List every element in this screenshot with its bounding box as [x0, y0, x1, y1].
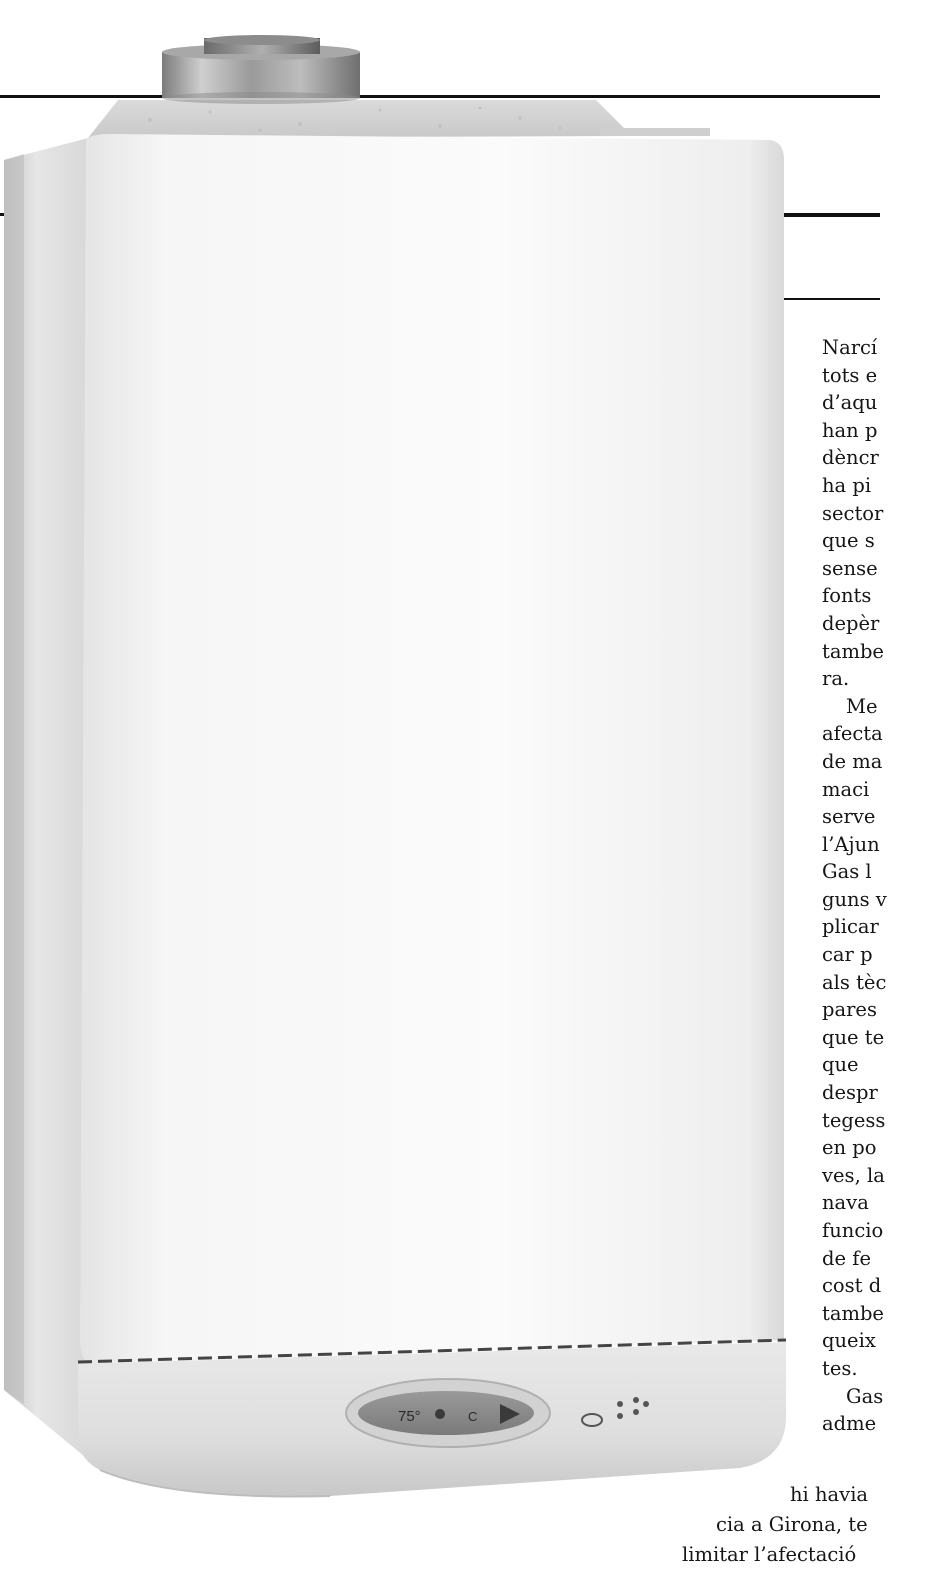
article-line: l’Ajun [822, 832, 880, 856]
indicator-light [643, 1401, 649, 1407]
article-line: d’aqu [822, 391, 878, 415]
article-line: car p [822, 943, 873, 967]
article-line: en po [822, 1136, 877, 1160]
article-line: adme [822, 1412, 877, 1436]
indicator-light [633, 1397, 639, 1403]
article-line: cost d [822, 1274, 882, 1298]
article-line: han p [822, 418, 878, 442]
article-line: tes. [822, 1356, 858, 1380]
article-line: limitar l’afectació [682, 1543, 857, 1566]
article-line: serve [822, 805, 876, 829]
display-unit: C [468, 1409, 478, 1424]
article-line: Gas [846, 1384, 884, 1408]
indicator-light [617, 1413, 623, 1419]
article-line: de fe [822, 1246, 871, 1270]
article-line: Gas l [822, 860, 872, 884]
article-line: pares [822, 998, 877, 1022]
flame-icon [435, 1409, 445, 1419]
article-line: ves, la [822, 1163, 885, 1187]
article-line: cia a Girona, te [716, 1513, 868, 1536]
article-line: depèr [822, 611, 880, 635]
article-line: fonts [822, 584, 872, 608]
article-line: tambe [822, 639, 884, 663]
article-line: despr [822, 1081, 878, 1105]
article-line: nava [822, 1191, 869, 1215]
article-line: tots e [822, 363, 878, 387]
article-line: plicar [822, 915, 879, 939]
article-line: tegess [822, 1108, 886, 1132]
article-column [822, 334, 942, 1438]
boiler-top-surface [88, 100, 632, 138]
article-line: ha pi [822, 473, 872, 497]
article-line: hi havia [790, 1483, 869, 1506]
indicator-light [633, 1409, 639, 1415]
article-line: guns v [822, 887, 887, 911]
article-line: als tèc [822, 970, 887, 994]
article-line: afecta [822, 722, 883, 746]
article-line: que s [822, 529, 875, 553]
article-line: dèncr [822, 446, 879, 470]
article-line: funcio [822, 1219, 884, 1242]
article-line: tambe [822, 1301, 884, 1325]
article-line: de ma [822, 749, 883, 773]
article-line: maci [822, 777, 870, 801]
article-line: ra. [822, 667, 850, 691]
article-line: que [822, 1053, 859, 1077]
article-line: queix [822, 1329, 876, 1353]
article-line: sector [822, 501, 884, 525]
article-line: sense [822, 556, 878, 580]
article-line: Narcí [822, 336, 878, 359]
display-readout: 75° [398, 1408, 421, 1425]
boiler-front-panel [80, 134, 784, 1364]
indicator-light [617, 1401, 623, 1407]
article-line: Me [846, 694, 878, 718]
article-line: que te [822, 1025, 885, 1049]
